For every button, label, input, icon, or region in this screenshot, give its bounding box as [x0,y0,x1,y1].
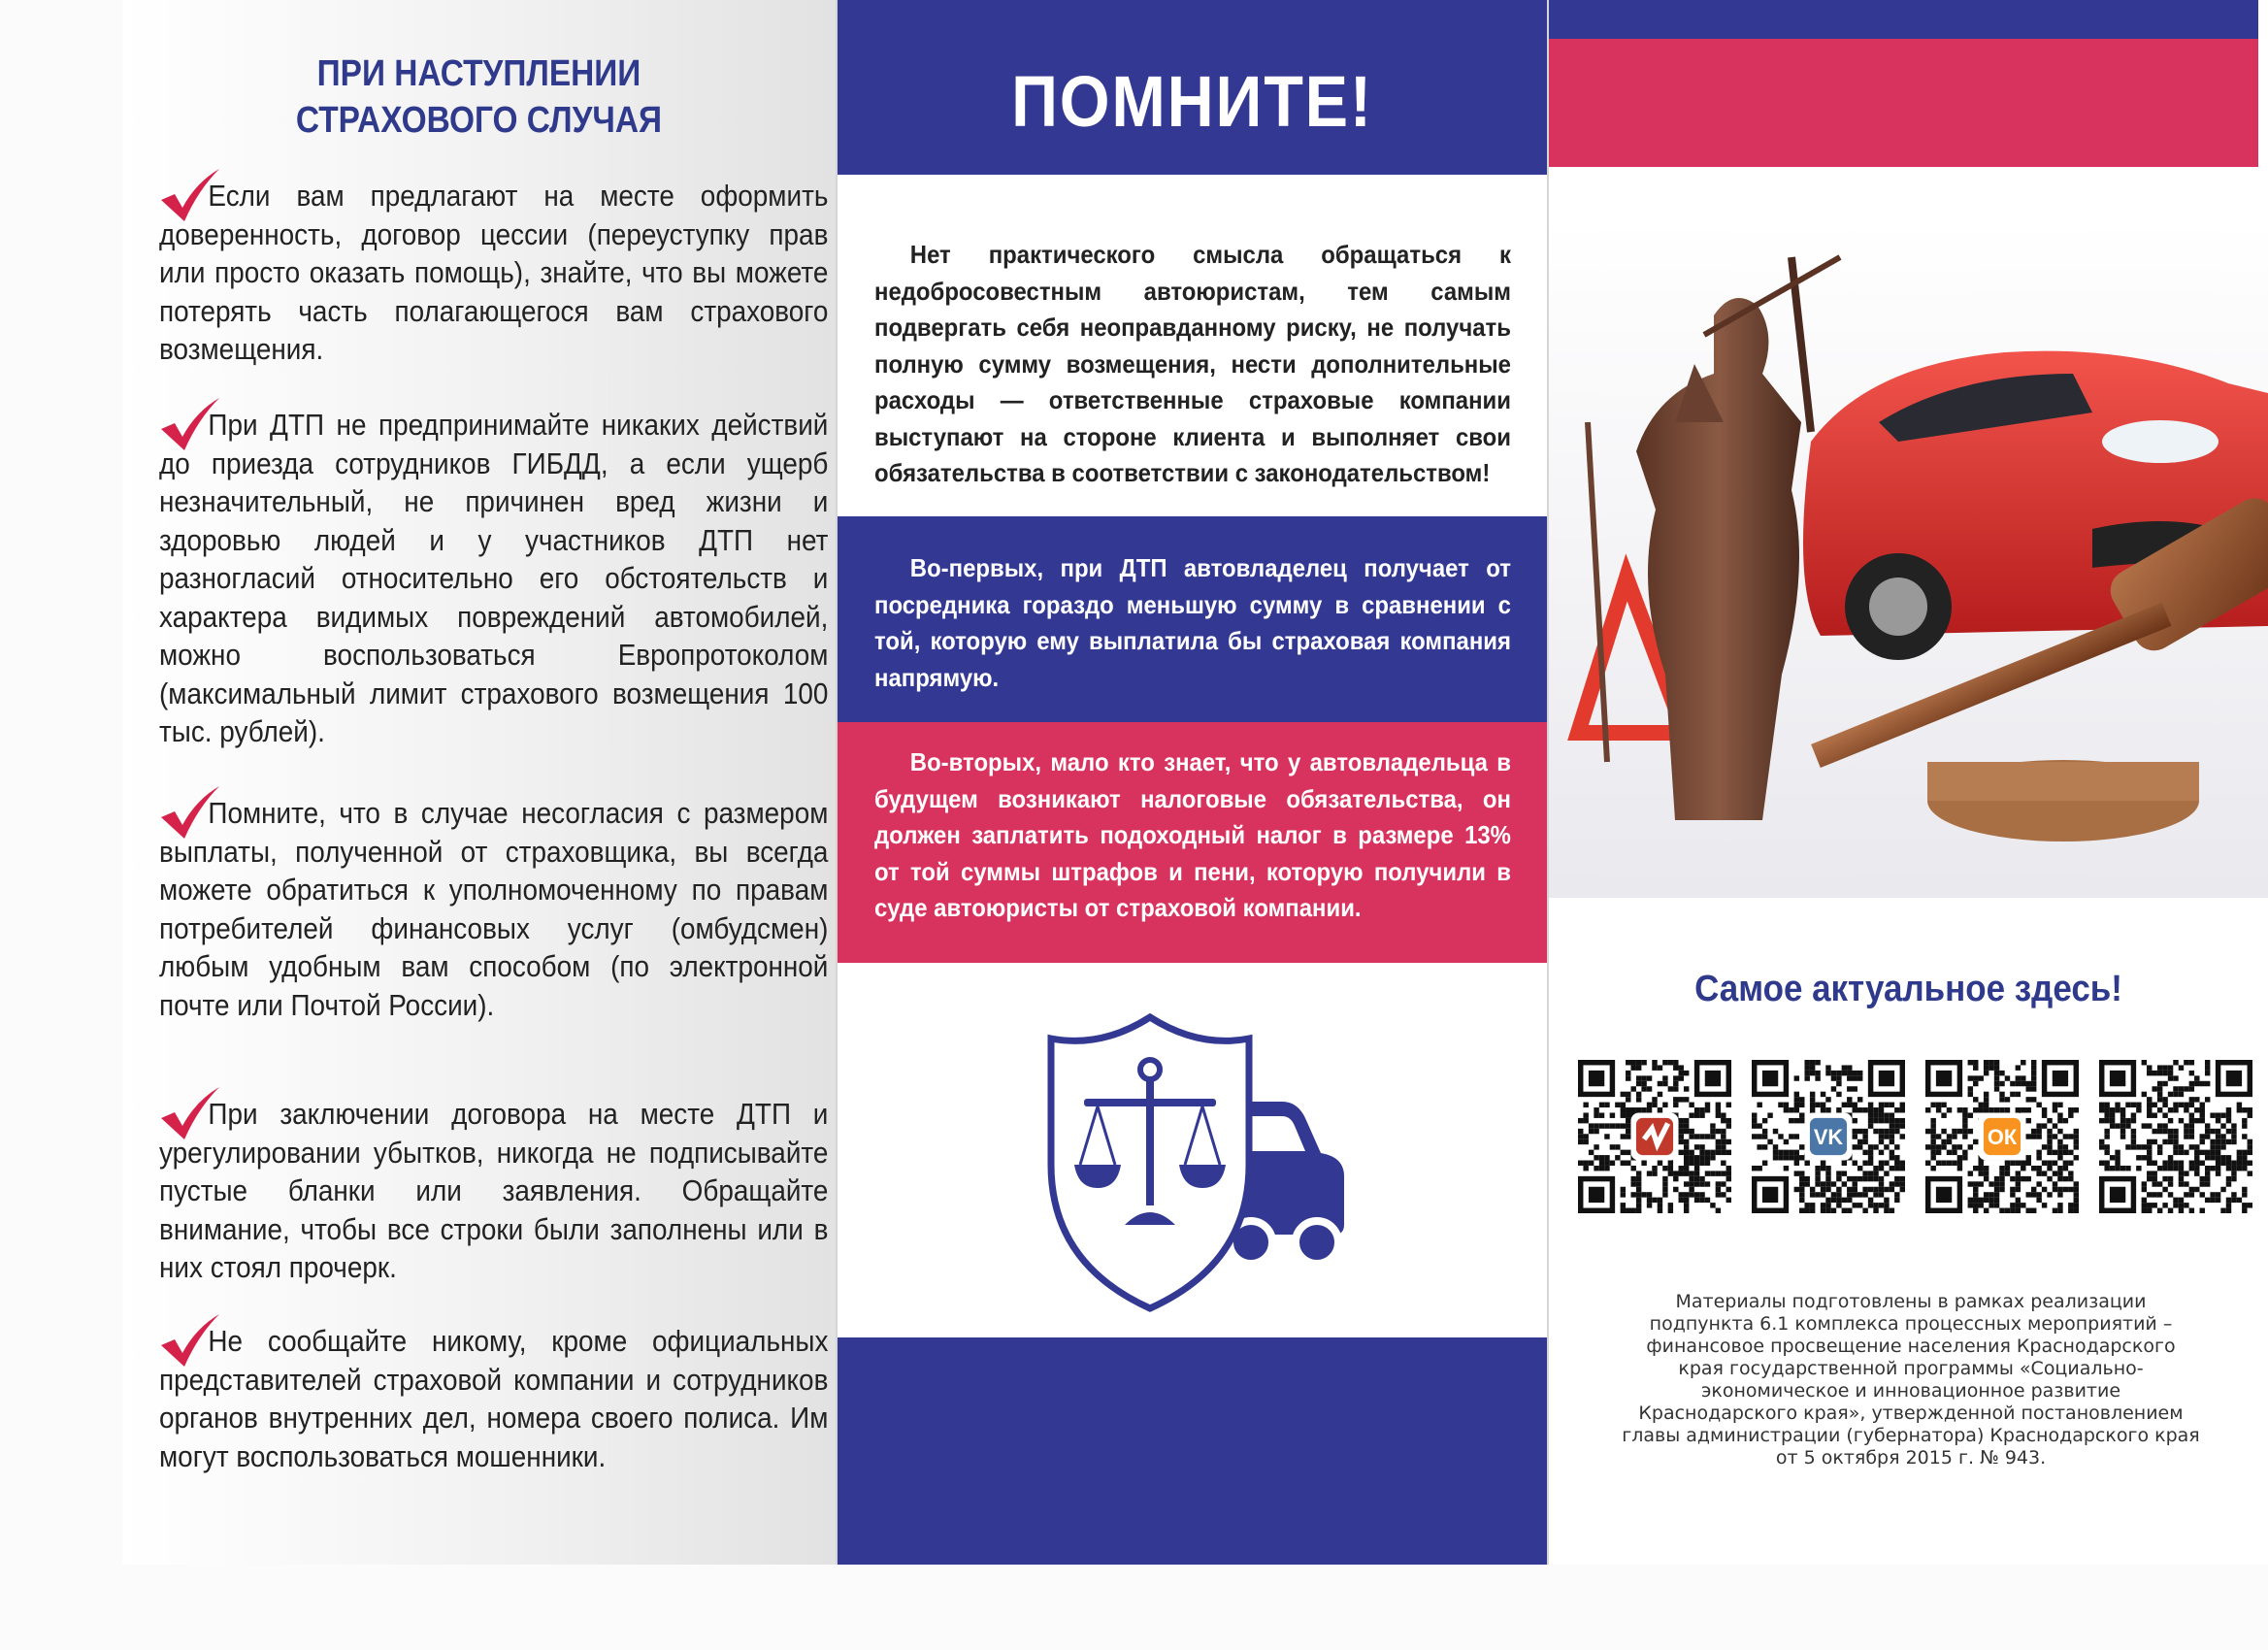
themis-car-gavel-illustration [1549,218,2268,898]
title-line-2: СТРАХОВОГО СЛУЧАЯ [295,100,663,141]
svg-text:ОК: ОК [1987,1125,2018,1150]
right-panel [1549,0,2268,1565]
advice-item-2 [159,406,829,751]
paragraph-1: Нет практического смысла обращаться к недобросовестным автоюристам, тем самым подвергать себя неоправданному риску, не получать полную сумму возмещения, нести дополнительные расходы — ответственные страховые компании выступают на стороне клиента и выполняет свои обязательства в соответствии с законодательством! [874,240,1511,487]
advice-text: Помните, что в случае несогласия с размером выплаты, полученной от страховщика, вы всегда можете обратиться к уполномоченному по правам потребителей финансовых услуг (омбудсмен) любым удобным вам способом (по электронной почте или Почтой России). [159,796,829,1022]
advice-text: Не сообщайте никому, кроме официальных представителей страховой компании и сотрудников органов внутренних дел, номера своего полиса. Им могут воспользоваться мошенники. [159,1324,829,1473]
top-navy-bar [1549,0,2258,39]
credits-line: экономическое и инновационное развитие [1700,1380,2121,1402]
credits-text [1615,1291,2207,1469]
advice-text: При ДТП не предпринимайте никаких действий до приезда сотрудников ГИБДД, а если ущерб незначительный, не причинен вред жизни и здоровью людей и у участников ДТП нет разногласий относительно его обстоятельств и характера видимых повреждений автомобилей, можно воспользоваться Европротоколом (максимальный лимит страхового возмещения 100 тыс. рублей). [159,408,829,748]
credits-line: финансовое просвещение населения Краснодарского [1646,1336,2176,1357]
credits-line: Краснодарского края», утвержденной постановлением [1638,1402,2184,1424]
top-pink-bar [1549,39,2258,167]
credits-line: главы администрации (губернатора) Краснодарского края [1622,1425,2200,1446]
svg-text:VK: VK [1813,1125,1844,1150]
advice-item-3 [159,794,829,1024]
paragraph-2: Во-первых, при ДТП автовладелец получает от посредника гораздо меньшую сумму в сравнении с той, которую ему выплатила бы страховая компания напрямую. [874,553,1511,692]
slogan-text: Самое актуальное здесь! [1694,969,2122,1009]
left-panel [122,0,836,1565]
middle-panel [838,0,1547,1565]
qr-code-vk[interactable] [1752,1060,1905,1213]
credits-line: от 5 октября 2015 г. № 943. [1775,1447,2047,1468]
advice-item-5 [159,1322,829,1475]
qr-code-plain[interactable] [2099,1060,2252,1213]
qr-code-fingram[interactable] [1578,1060,1731,1213]
left-panel-title [165,50,793,144]
credits-line: Материалы подготовлены в рамках реализации [1675,1291,2147,1312]
advice-item-4 [159,1095,829,1287]
credits-line: края государственной программы «Социально- [1678,1358,2144,1379]
advice-text: При заключении договора на месте ДТП и урегулировании убытков, никогда не подписывайте пустые бланки или заявления. Обращайте внимание, чтобы все строки были заполнены или в них стоял прочерк. [159,1097,829,1284]
qr-code-ok[interactable] [1925,1060,2079,1213]
title-line-1: ПРИ НАСТУПЛЕНИИ [316,53,641,94]
remember-header [838,0,1547,175]
shield-scales-car-icon [1043,1009,1364,1320]
advice-text: Если вам предлагают на месте оформить доверенность, договор цессии (переуступку прав или просто оказать помощь), знайте, что вы можете потерять часть полагающегося вам страхового возмещения. [159,179,829,366]
credits-line: подпункта 6.1 комплекса процессных мероприятий – [1649,1313,2173,1335]
remember-heading: ПОМНИТЕ! [1011,61,1373,142]
footer-band [838,1337,1547,1565]
paragraph-3: Во-вторых, мало кто знает, что у автовладельца в будущем возникают налоговые обязательства, он должен заплатить подоходный налог в размере 13% от той суммы штрафов и пени, которую получили в суде автоюристы от страховой компании. [874,747,1511,922]
advice-item-1 [159,177,829,369]
